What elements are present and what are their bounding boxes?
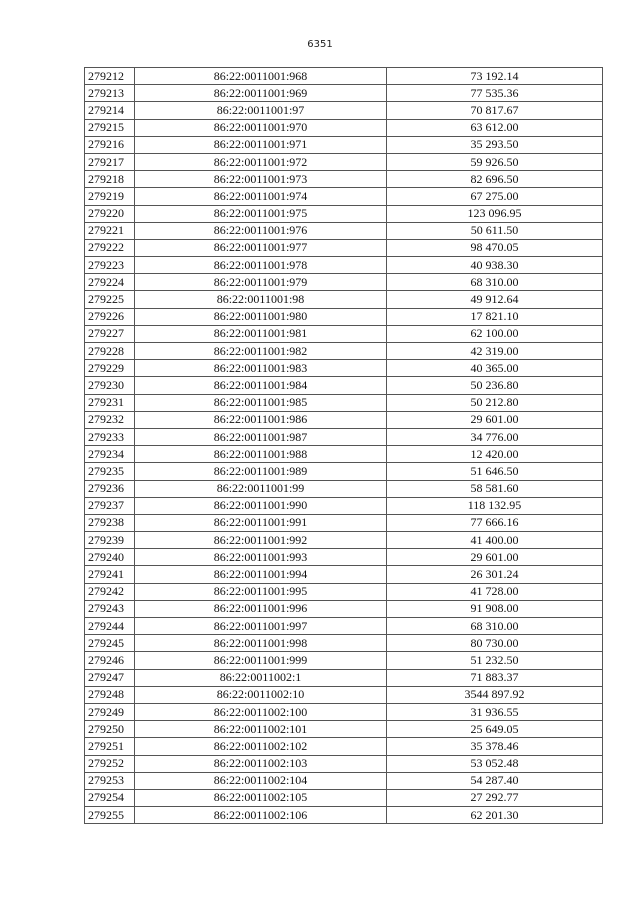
- row-number-cell: 279222: [85, 239, 135, 256]
- cadastral-value-cell: 80 730.00: [387, 635, 603, 652]
- cadastral-number-cell: 86:22:0011002:102: [135, 738, 387, 755]
- cadastral-value-cell: 59 926.50: [387, 153, 603, 170]
- table-row: [85, 222, 603, 239]
- table-row: [85, 136, 603, 153]
- cadastral-value-cell: 35 293.50: [387, 136, 603, 153]
- cadastral-number-cell: 86:22:0011002:101: [135, 721, 387, 738]
- cadastral-value-cell: 31 936.55: [387, 703, 603, 720]
- cadastral-number-cell: 86:22:0011001:973: [135, 171, 387, 188]
- row-number-cell: 279244: [85, 618, 135, 635]
- row-number-cell: 279223: [85, 257, 135, 274]
- cadastral-number-cell: 86:22:0011001:98: [135, 291, 387, 308]
- row-number-cell: 279234: [85, 446, 135, 463]
- table-row: [85, 635, 603, 652]
- row-number-cell: 279252: [85, 755, 135, 772]
- cadastral-number-cell: 86:22:0011001:992: [135, 532, 387, 549]
- cadastral-number-cell: 86:22:0011001:988: [135, 446, 387, 463]
- row-number-cell: 279243: [85, 600, 135, 617]
- table-row: [85, 360, 603, 377]
- row-number-cell: 279248: [85, 686, 135, 703]
- table-row: [85, 102, 603, 119]
- table-row: [85, 239, 603, 256]
- row-number-cell: 279228: [85, 343, 135, 360]
- table-row: [85, 343, 603, 360]
- row-number-cell: 279220: [85, 205, 135, 222]
- cadastral-number-cell: 86:22:0011001:970: [135, 119, 387, 136]
- cadastral-number-cell: 86:22:0011001:995: [135, 583, 387, 600]
- row-number-cell: 279233: [85, 428, 135, 445]
- cadastral-number-cell: 86:22:0011002:104: [135, 772, 387, 789]
- table-row: [85, 721, 603, 738]
- cadastral-number-cell: 86:22:0011001:975: [135, 205, 387, 222]
- row-number-cell: 279247: [85, 669, 135, 686]
- cadastral-number-cell: 86:22:0011001:985: [135, 394, 387, 411]
- row-number-cell: 279229: [85, 360, 135, 377]
- row-number-cell: 279255: [85, 807, 135, 824]
- cadastral-value-cell: 25 649.05: [387, 721, 603, 738]
- cadastral-number-cell: 86:22:0011001:993: [135, 549, 387, 566]
- cadastral-value-table: [84, 67, 603, 824]
- row-number-cell: 279246: [85, 652, 135, 669]
- table-row: [85, 291, 603, 308]
- cadastral-value-cell: 62 201.30: [387, 807, 603, 824]
- cadastral-number-cell: 86:22:0011001:971: [135, 136, 387, 153]
- cadastral-value-cell: 29 601.00: [387, 411, 603, 428]
- row-number-cell: 279236: [85, 480, 135, 497]
- table-row: [85, 85, 603, 102]
- cadastral-number-cell: 86:22:0011001:994: [135, 566, 387, 583]
- cadastral-value-cell: 49 912.64: [387, 291, 603, 308]
- row-number-cell: 279232: [85, 411, 135, 428]
- row-number-cell: 279216: [85, 136, 135, 153]
- cadastral-value-cell: 50 236.80: [387, 377, 603, 394]
- row-number-cell: 279224: [85, 274, 135, 291]
- cadastral-number-cell: 86:22:0011001:989: [135, 463, 387, 480]
- table-row: [85, 703, 603, 720]
- cadastral-value-cell: 73 192.14: [387, 68, 603, 85]
- cadastral-number-cell: 86:22:0011002:10: [135, 686, 387, 703]
- cadastral-number-cell: 86:22:0011001:968: [135, 68, 387, 85]
- row-number-cell: 279212: [85, 68, 135, 85]
- cadastral-number-cell: 86:22:0011001:998: [135, 635, 387, 652]
- row-number-cell: 279227: [85, 325, 135, 342]
- row-number-cell: 279226: [85, 308, 135, 325]
- cadastral-value-cell: 40 365.00: [387, 360, 603, 377]
- row-number-cell: 279219: [85, 188, 135, 205]
- cadastral-number-cell: 86:22:0011001:978: [135, 257, 387, 274]
- cadastral-number-cell: 86:22:0011001:990: [135, 497, 387, 514]
- row-number-cell: 279250: [85, 721, 135, 738]
- cadastral-value-cell: 29 601.00: [387, 549, 603, 566]
- table-row: [85, 755, 603, 772]
- cadastral-number-cell: 86:22:0011001:97: [135, 102, 387, 119]
- row-number-cell: 279239: [85, 532, 135, 549]
- cadastral-value-cell: 68 310.00: [387, 274, 603, 291]
- row-number-cell: 279231: [85, 394, 135, 411]
- row-number-cell: 279235: [85, 463, 135, 480]
- table-row: [85, 377, 603, 394]
- table-row: [85, 188, 603, 205]
- cadastral-value-cell: 12 420.00: [387, 446, 603, 463]
- row-number-cell: 279242: [85, 583, 135, 600]
- row-number-cell: 279237: [85, 497, 135, 514]
- table-row: [85, 394, 603, 411]
- cadastral-value-cell: 50 212.80: [387, 394, 603, 411]
- table-row: [85, 738, 603, 755]
- cadastral-value-cell: 26 301.24: [387, 566, 603, 583]
- table-row: [85, 480, 603, 497]
- cadastral-value-cell: 70 817.67: [387, 102, 603, 119]
- table-row: [85, 789, 603, 806]
- cadastral-number-cell: 86:22:0011001:976: [135, 222, 387, 239]
- cadastral-number-cell: 86:22:0011001:997: [135, 618, 387, 635]
- row-number-cell: 279238: [85, 514, 135, 531]
- cadastral-number-cell: 86:22:0011001:974: [135, 188, 387, 205]
- cadastral-value-cell: 82 696.50: [387, 171, 603, 188]
- table-row: [85, 669, 603, 686]
- cadastral-value-cell: 51 232.50: [387, 652, 603, 669]
- cadastral-value-cell: 41 400.00: [387, 532, 603, 549]
- cadastral-value-cell: 34 776.00: [387, 428, 603, 445]
- cadastral-number-cell: 86:22:0011001:987: [135, 428, 387, 445]
- table-body: [85, 68, 603, 824]
- table-row: [85, 428, 603, 445]
- table-row: [85, 411, 603, 428]
- cadastral-number-cell: 86:22:0011002:105: [135, 789, 387, 806]
- row-number-cell: 279241: [85, 566, 135, 583]
- cadastral-number-cell: 86:22:0011002:103: [135, 755, 387, 772]
- table-row: [85, 205, 603, 222]
- cadastral-number-cell: 86:22:0011001:984: [135, 377, 387, 394]
- row-number-cell: 279217: [85, 153, 135, 170]
- table-row: [85, 171, 603, 188]
- table-row: [85, 68, 603, 85]
- table-row: [85, 600, 603, 617]
- cadastral-value-cell: 91 908.00: [387, 600, 603, 617]
- cadastral-number-cell: 86:22:0011001:986: [135, 411, 387, 428]
- table-row: [85, 153, 603, 170]
- row-number-cell: 279254: [85, 789, 135, 806]
- cadastral-value-cell: 54 287.40: [387, 772, 603, 789]
- table-row: [85, 532, 603, 549]
- row-number-cell: 279214: [85, 102, 135, 119]
- table-row: [85, 652, 603, 669]
- table-row: [85, 549, 603, 566]
- row-number-cell: 279218: [85, 171, 135, 188]
- cadastral-number-cell: 86:22:0011001:979: [135, 274, 387, 291]
- table-row: [85, 446, 603, 463]
- cadastral-value-cell: 40 938.30: [387, 257, 603, 274]
- cadastral-number-cell: 86:22:0011001:991: [135, 514, 387, 531]
- table-row: [85, 497, 603, 514]
- cadastral-number-cell: 86:22:0011002:1: [135, 669, 387, 686]
- cadastral-number-cell: 86:22:0011001:99: [135, 480, 387, 497]
- cadastral-number-cell: 86:22:0011001:972: [135, 153, 387, 170]
- cadastral-number-cell: 86:22:0011001:977: [135, 239, 387, 256]
- table-row: [85, 463, 603, 480]
- table-row: [85, 566, 603, 583]
- cadastral-value-cell: 35 378.46: [387, 738, 603, 755]
- row-number-cell: 279225: [85, 291, 135, 308]
- table-row: [85, 119, 603, 136]
- cadastral-value-cell: 62 100.00: [387, 325, 603, 342]
- row-number-cell: 279240: [85, 549, 135, 566]
- row-number-cell: 279230: [85, 377, 135, 394]
- cadastral-value-cell: 77 535.36: [387, 85, 603, 102]
- table-row: [85, 325, 603, 342]
- table-row: [85, 308, 603, 325]
- cadastral-value-cell: 68 310.00: [387, 618, 603, 635]
- cadastral-value-cell: 63 612.00: [387, 119, 603, 136]
- cadastral-value-cell: 27 292.77: [387, 789, 603, 806]
- cadastral-value-cell: 71 883.37: [387, 669, 603, 686]
- row-number-cell: 279249: [85, 703, 135, 720]
- row-number-cell: 279213: [85, 85, 135, 102]
- table-row: [85, 514, 603, 531]
- row-number-cell: 279251: [85, 738, 135, 755]
- cadastral-value-cell: 123 096.95: [387, 205, 603, 222]
- table-row: [85, 618, 603, 635]
- row-number-cell: 279221: [85, 222, 135, 239]
- cadastral-value-cell: 42 319.00: [387, 343, 603, 360]
- row-number-cell: 279215: [85, 119, 135, 136]
- cadastral-value-cell: 3544 897.92: [387, 686, 603, 703]
- cadastral-number-cell: 86:22:0011001:981: [135, 325, 387, 342]
- cadastral-value-cell: 118 132.95: [387, 497, 603, 514]
- table-row: [85, 274, 603, 291]
- cadastral-value-cell: 58 581.60: [387, 480, 603, 497]
- cadastral-number-cell: 86:22:0011002:106: [135, 807, 387, 824]
- page-number: 6351: [307, 39, 333, 50]
- table-row: [85, 583, 603, 600]
- cadastral-number-cell: 86:22:0011001:969: [135, 85, 387, 102]
- cadastral-value-cell: 50 611.50: [387, 222, 603, 239]
- cadastral-number-cell: 86:22:0011001:996: [135, 600, 387, 617]
- cadastral-value-cell: 67 275.00: [387, 188, 603, 205]
- cadastral-number-cell: 86:22:0011002:100: [135, 703, 387, 720]
- cadastral-value-cell: 41 728.00: [387, 583, 603, 600]
- cadastral-value-cell: 98 470.05: [387, 239, 603, 256]
- cadastral-number-cell: 86:22:0011001:980: [135, 308, 387, 325]
- table-row: [85, 807, 603, 824]
- cadastral-value-cell: 53 052.48: [387, 755, 603, 772]
- row-number-cell: 279253: [85, 772, 135, 789]
- table-row: [85, 772, 603, 789]
- cadastral-value-cell: 77 666.16: [387, 514, 603, 531]
- table-row: [85, 686, 603, 703]
- cadastral-number-cell: 86:22:0011001:999: [135, 652, 387, 669]
- cadastral-value-cell: 51 646.50: [387, 463, 603, 480]
- cadastral-number-cell: 86:22:0011001:983: [135, 360, 387, 377]
- cadastral-value-cell: 17 821.10: [387, 308, 603, 325]
- row-number-cell: 279245: [85, 635, 135, 652]
- table-row: [85, 257, 603, 274]
- cadastral-number-cell: 86:22:0011001:982: [135, 343, 387, 360]
